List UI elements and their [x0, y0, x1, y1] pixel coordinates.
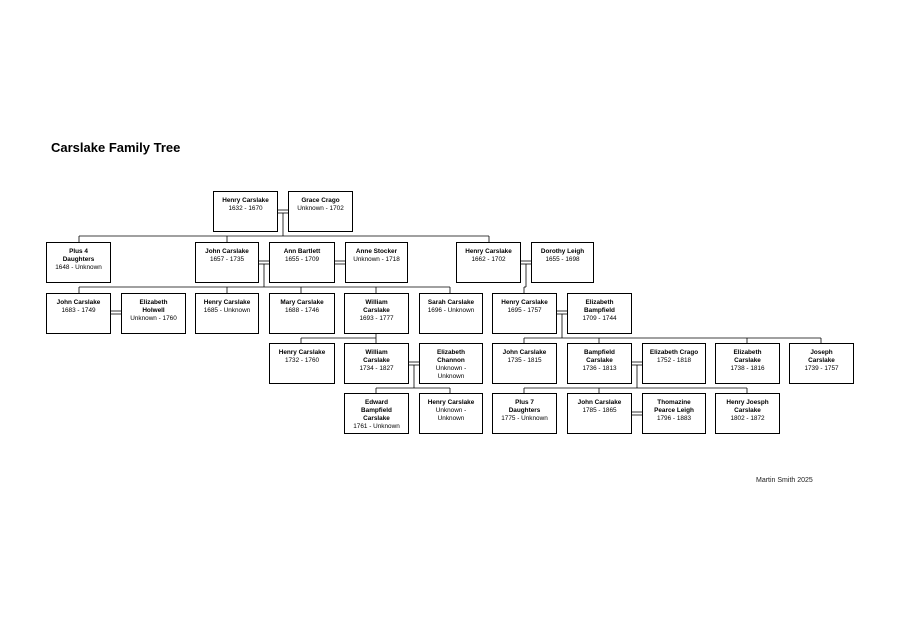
person-box — [269, 293, 335, 334]
person-name: Thomazine Pearce Leigh — [654, 399, 694, 414]
person-box — [345, 242, 408, 283]
person-name: John Carslake — [577, 399, 622, 406]
person-box — [492, 343, 557, 384]
person-dates: 1693 - 1777 — [359, 315, 394, 322]
person-box — [642, 393, 706, 434]
person-name: Edward Bampfield Carslake — [361, 399, 392, 422]
person-name: Elizabeth Holwell — [139, 299, 168, 314]
person-box — [195, 242, 259, 283]
person-dates: 1736 - 1813 — [582, 365, 617, 372]
person-name: Henry Carslake — [278, 349, 326, 356]
person-dates: 1775 - Unknown — [501, 415, 548, 422]
person-name: Joseph Carslake — [808, 349, 835, 364]
person-name: Anne Stocker — [355, 248, 398, 255]
person-dates: 1632 - 1670 — [228, 205, 263, 212]
person-name: Henry Carslake — [203, 299, 251, 306]
person-box — [642, 343, 706, 384]
person-box — [567, 343, 632, 384]
person-box — [715, 343, 780, 384]
person-dates: Unknown - Unknown — [435, 407, 467, 422]
person-name: John Carslake — [56, 299, 101, 306]
person-box — [567, 293, 632, 334]
person-box — [288, 191, 353, 232]
credit-text: Martin Smith 2025 — [756, 477, 813, 484]
person-box — [419, 393, 483, 434]
person-name: Elizabeth Crago — [649, 349, 699, 356]
page-title: Carslake Family Tree — [51, 140, 181, 155]
person-box — [456, 242, 521, 283]
person-dates: 1734 - 1827 — [359, 365, 394, 372]
person-box — [789, 343, 854, 384]
person-name: Plus 4 Daughters — [62, 248, 95, 263]
person-dates: 1735 - 1815 — [507, 357, 542, 364]
person-dates: 1738 - 1816 — [730, 365, 765, 372]
person-name: William Carslake — [363, 349, 390, 364]
person-box — [531, 242, 594, 283]
person-dates: 1761 - Unknown — [353, 423, 400, 430]
person-dates: 1696 - Unknown — [427, 307, 475, 314]
person-dates: 1695 - 1757 — [507, 307, 542, 314]
person-name: Bampfield Carslake — [584, 349, 615, 364]
person-dates: 1648 - Unknown — [55, 264, 102, 271]
person-name: Ann Bartlett — [283, 248, 321, 255]
person-box — [269, 343, 335, 384]
person-dates: 1688 - 1746 — [284, 307, 320, 314]
person-name: John Carslake — [205, 248, 249, 255]
descent-lines-gen2b — [524, 264, 526, 293]
person-name: Elizabeth Channon — [436, 349, 466, 364]
person-name: John Carslake — [502, 349, 547, 356]
person-dates: 1739 - 1757 — [804, 365, 839, 372]
person-name: Henry Carslake — [222, 197, 269, 204]
person-name: Henry Carslake — [465, 248, 512, 255]
person-dates: 1683 - 1749 — [61, 307, 96, 314]
person-dates: 1709 - 1744 — [582, 315, 617, 322]
person-box — [46, 293, 111, 334]
person-box — [213, 191, 278, 232]
person-box — [46, 242, 111, 283]
person-box — [344, 343, 409, 384]
person-dates: 1655 - 1709 — [284, 256, 320, 263]
person-dates: 1732 - 1760 — [284, 357, 320, 364]
person-name: Henry Joesph Carslake — [726, 399, 769, 414]
person-dates: 1796 - 1883 — [656, 415, 692, 422]
person-name: Dorothy Leigh — [540, 248, 585, 255]
person-box — [344, 293, 409, 334]
person-name: Elizabeth Carslake — [733, 349, 762, 364]
person-dates: 1752 - 1818 — [656, 357, 692, 364]
person-box — [715, 393, 780, 434]
person-dates: 1662 - 1702 — [471, 256, 506, 263]
descent-lines-gen4b — [524, 365, 747, 393]
person-box — [419, 343, 483, 384]
person-box — [492, 293, 557, 334]
person-dates: 1657 - 1735 — [209, 256, 245, 263]
person-dates: Unknown - Unknown — [435, 365, 467, 380]
person-name: Henry Carslake — [501, 299, 548, 306]
person-dates: 1802 - 1872 — [730, 415, 765, 422]
person-box — [121, 293, 186, 334]
person-name: Sarah Carslake — [427, 299, 475, 306]
descent-lines-gen1 — [79, 213, 489, 242]
person-box — [269, 242, 335, 283]
person-name: Henry Carslake — [427, 399, 475, 406]
person-dates: 1785 - 1865 — [582, 407, 617, 414]
person-name: Plus 7 Daughters — [508, 399, 541, 414]
descent-lines-gen3a — [301, 334, 376, 343]
person-box — [195, 293, 259, 334]
person-name: Elizabeth Bampfield — [584, 299, 615, 314]
person-name: William Carslake — [363, 299, 390, 314]
person-box — [567, 393, 632, 434]
person-dates: 1655 - 1698 — [545, 256, 580, 263]
person-name: Mary Carslake — [280, 299, 324, 306]
person-dates: 1685 - Unknown — [203, 307, 251, 314]
person-box — [492, 393, 557, 434]
person-name: Grace Crago — [301, 197, 340, 204]
person-dates: Unknown - 1760 — [130, 315, 177, 322]
person-dates: Unknown - 1702 — [297, 205, 344, 212]
person-box — [419, 293, 483, 334]
person-dates: Unknown - 1718 — [353, 256, 400, 263]
person-box — [344, 393, 409, 434]
